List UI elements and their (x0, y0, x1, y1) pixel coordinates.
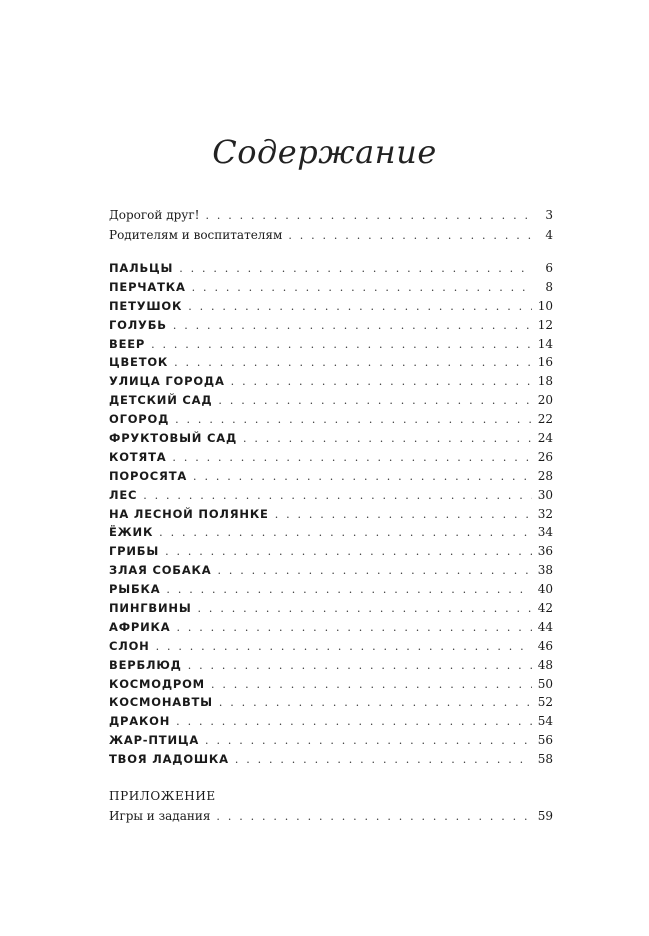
toc-chapter-entry[interactable] (109, 448, 553, 467)
toc-chapter-entry[interactable] (109, 505, 553, 524)
dot-leader (165, 543, 532, 562)
toc-entry-label: ДРАКОН (109, 714, 171, 729)
toc-entry-label: ГОЛУБЬ (109, 317, 167, 332)
dot-leader (166, 581, 531, 600)
toc-entry-label: ЁЖИК (109, 525, 154, 540)
toc-chapter-entry[interactable] (109, 599, 553, 618)
toc-entry-page: 59 (537, 809, 553, 823)
toc-entry-page: 20 (537, 393, 553, 408)
toc-entry-label: ЛЕС (109, 487, 138, 502)
toc-chapter-entry[interactable] (109, 391, 553, 410)
toc-entry-label: ПОРОСЯТА (109, 468, 188, 483)
toc-entry-label: ЗЛАЯ СОБАКА (109, 563, 212, 578)
dot-leader (211, 676, 532, 695)
toc-entry-label: КОСМОНАВТЫ (109, 695, 213, 710)
dot-leader (235, 751, 532, 770)
dot-leader (172, 449, 531, 468)
toc-entry-page: 50 (537, 676, 553, 691)
dot-leader (143, 487, 531, 506)
toc-entry-page: 40 (537, 582, 553, 597)
toc-entry-label: ЖАР-ПТИЦА (109, 733, 200, 748)
toc-entry-page: 46 (537, 638, 553, 653)
toc-chapter-entry[interactable] (109, 410, 553, 429)
dot-leader (173, 317, 532, 336)
toc-chapter-entry[interactable] (109, 429, 553, 448)
toc-chapter-entry[interactable] (109, 656, 553, 675)
toc-entry-label: УЛИЦА ГОРОДА (109, 374, 225, 389)
toc-entry-label: СЛОН (109, 638, 150, 653)
dot-leader (217, 562, 531, 581)
toc-entry-page: 26 (537, 449, 553, 464)
dot-leader (288, 226, 533, 246)
toc-entry-label: ГРИБЫ (109, 544, 160, 559)
toc-entry-page: 3 (545, 208, 553, 222)
toc-chapter-entry[interactable] (109, 486, 553, 505)
toc-entry-page: 34 (537, 525, 553, 540)
page-title: Содержание (212, 133, 437, 171)
toc-entry-page: 6 (545, 261, 553, 275)
dot-leader (159, 524, 532, 543)
toc-chapter-entry[interactable] (109, 278, 553, 297)
toc-entry-page: 30 (537, 487, 553, 502)
intro-list (109, 205, 553, 245)
dot-leader (275, 506, 532, 525)
toc-entry-label: КОТЯТА (109, 449, 167, 464)
dot-leader (192, 279, 533, 298)
toc-entry-label: ФРУКТОВЫЙ САД (109, 431, 238, 446)
toc-entry-page: 14 (537, 336, 553, 351)
toc-entry-page: 38 (537, 563, 553, 578)
toc-entry[interactable] (109, 225, 553, 245)
toc-chapter-entry[interactable] (109, 731, 553, 750)
toc-chapter-entry[interactable] (109, 372, 553, 391)
toc-entry-page: 44 (537, 619, 553, 634)
toc-chapter-entry[interactable] (109, 316, 553, 335)
dot-leader (176, 619, 531, 638)
toc-entry-label: ОГОРОД (109, 412, 170, 427)
toc-chapter-entry[interactable] (109, 259, 553, 278)
toc-entry-page: 32 (537, 506, 553, 521)
toc-entry-page: 22 (537, 412, 553, 427)
dot-leader (205, 732, 532, 751)
chapter-list (109, 259, 553, 769)
toc-entry[interactable] (109, 205, 553, 225)
toc-entry-page: 56 (537, 733, 553, 748)
appendix-heading: ПРИЛОЖЕНИЕ (109, 789, 216, 803)
toc-entry-label: НА ЛЕСНОЙ ПОЛЯНКЕ (109, 506, 269, 521)
toc-entry-label: ПАЛЬЦЫ (109, 261, 174, 275)
toc-entry-label: ПЕРЧАТКА (109, 279, 186, 294)
toc-chapter-entry[interactable] (109, 353, 553, 372)
toc-entry-page: 4 (545, 228, 553, 242)
toc-entry-page: 18 (537, 374, 553, 389)
toc-entry-label: Дорогой друг! (109, 208, 200, 222)
toc-entry-label: АФРИКА (109, 619, 171, 634)
toc-entry-page: 28 (537, 468, 553, 483)
toc-entry-label: ВЕЕР (109, 336, 146, 351)
toc-chapter-entry[interactable] (109, 523, 553, 542)
dot-leader (175, 411, 532, 430)
toc-chapter-entry[interactable] (109, 297, 553, 316)
dot-leader (176, 713, 532, 732)
toc-entry-page: 12 (537, 317, 553, 332)
toc-entry-page: 36 (537, 544, 553, 559)
dot-leader (205, 206, 533, 226)
toc-chapter-entry[interactable] (109, 618, 553, 637)
toc-entry-label: ТВОЯ ЛАДОШКА (109, 752, 229, 767)
toc-entry-page: 8 (545, 279, 553, 294)
dot-leader (193, 468, 532, 487)
toc-entry-page: 58 (537, 752, 553, 767)
dot-leader (243, 430, 532, 449)
toc-entry-label: ПЕТУШОК (109, 298, 183, 313)
toc-entry-label: ПИНГВИНЫ (109, 601, 192, 616)
toc-entry-page: 52 (537, 695, 553, 710)
toc-entry-label: ВЕРБЛЮД (109, 657, 182, 672)
toc-entry-page: 16 (537, 355, 553, 370)
dot-leader (174, 354, 532, 373)
toc-chapter-entry[interactable] (109, 542, 553, 561)
toc-chapter-entry[interactable] (109, 693, 553, 712)
toc-chapter-entry[interactable] (109, 580, 553, 599)
dot-leader (151, 336, 532, 355)
dot-leader (198, 600, 532, 619)
dot-leader (219, 694, 532, 713)
toc-chapter-entry[interactable] (109, 750, 553, 769)
dot-leader (179, 260, 533, 279)
toc-chapter-entry[interactable] (109, 561, 553, 580)
toc-chapter-entry[interactable] (109, 335, 553, 354)
toc-entry-page: 10 (537, 298, 553, 313)
dot-leader (156, 638, 532, 657)
toc-entry[interactable] (109, 806, 553, 826)
toc-entry-label: Родителям и воспитателям (109, 228, 283, 242)
toc-entry-page: 48 (537, 657, 553, 672)
toc-chapter-entry[interactable] (109, 712, 553, 731)
dot-leader (188, 298, 532, 317)
toc-entry-label: КОСМОДРОМ (109, 676, 205, 691)
toc-entry-label: Игры и задания (109, 809, 211, 823)
toc-entry-label: РЫБКА (109, 582, 161, 597)
toc-entry-label: ЦВЕТОК (109, 355, 169, 370)
dot-leader (218, 392, 531, 411)
toc-chapter-entry[interactable] (109, 467, 553, 486)
toc-chapter-entry[interactable] (109, 675, 553, 694)
appendix-list (109, 806, 553, 826)
toc-entry-page: 42 (537, 601, 553, 616)
dot-leader (188, 657, 532, 676)
toc-entry-page: 54 (537, 714, 553, 729)
dot-leader (231, 373, 532, 392)
toc-entry-page: 24 (537, 431, 553, 446)
toc-chapter-entry[interactable] (109, 637, 553, 656)
toc-entry-label: ДЕТСКИЙ САД (109, 393, 213, 408)
dot-leader (216, 807, 531, 827)
